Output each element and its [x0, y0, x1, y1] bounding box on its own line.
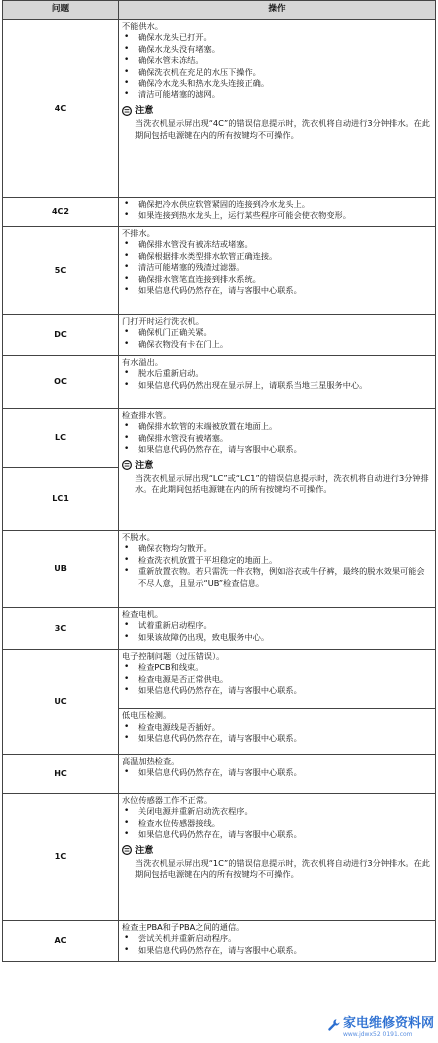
bullet-item: • 确保排水管没有被冻结或堵塞。 [122, 239, 432, 250]
action-cell [119, 531, 436, 608]
bullet-item: • 检查电源是否正常供电。 [122, 674, 432, 685]
table-row [3, 650, 436, 709]
table-header-row [3, 1, 436, 20]
action-cell [119, 315, 436, 356]
bullet-item: • 确保洗衣机在充足的水压下操作。 [122, 67, 432, 78]
bullet-item: • 确保排水软管的末端被放置在地面上。 [122, 421, 432, 432]
bullet-item: • 如果该故障仍出现，致电服务中心。 [122, 632, 432, 643]
note-text: 当洗衣机显示屏出现“LC”或“LC1”的错误信息提示时，洗衣机将自动进行3分钟排水。在此期间包括电源键在内的所有按键均不可操作。 [135, 473, 429, 495]
bullet-item: • 清洁可能堵塞的残渣过滤器。 [122, 262, 432, 273]
action-lead: 水位传感器工作不正常。 [122, 795, 213, 805]
error-code: LC [3, 409, 119, 468]
bullet-item: • 如果信息代码仍然存在，请与客服中心联系。 [122, 733, 432, 744]
bullet-item: • 如果信息代码仍然存在，请与客服中心联系。 [122, 285, 432, 296]
action-lead: 电子控制问题（过压错误）。 [122, 651, 225, 661]
bullet-item: • 清洁可能堵塞的滤网。 [122, 89, 432, 100]
error-code: LC1 [3, 468, 119, 531]
action-lead: 不脱水。 [122, 532, 155, 542]
bullet-item: • 如果信息代码仍然出现在显示屏上，请联系当地三星服务中心。 [122, 380, 432, 391]
note-label: 注意 [135, 844, 154, 856]
table-row [3, 608, 436, 650]
watermark-text: 家电维修资料网 [342, 1016, 434, 1031]
error-code: DC [3, 315, 119, 356]
action-cell [119, 409, 436, 531]
bullet-item: • 检查洗衣机放置于平坦稳定的地面上。 [122, 555, 432, 566]
bullet-item: • 确保冷水龙头和热水龙头连接正确。 [122, 78, 432, 89]
action-cell [119, 356, 436, 409]
bullet-item: • 确保水龙头已打开。 [122, 32, 432, 43]
watermark [325, 1011, 436, 1039]
table-row [3, 227, 436, 315]
bullet-item: • 尝试关机并重新启动程序。 [122, 933, 432, 944]
bullet-item: • 如果信息代码仍然存在，请与客服中心联系。 [122, 444, 432, 455]
error-code-table [2, 0, 436, 962]
table-row [3, 921, 436, 962]
action-cell [119, 755, 436, 794]
error-code: 3C [3, 608, 119, 650]
bullet-item: • 如果信息代码仍然存在，请与客服中心联系。 [122, 685, 432, 696]
bullet-item: • 脱水后重新启动。 [122, 368, 432, 379]
bullet-item: • 如果信息代码仍然存在，请与客服中心联系。 [122, 767, 432, 778]
error-code: UC [3, 650, 119, 755]
action-cell [119, 20, 436, 198]
note-icon [122, 106, 132, 116]
error-code: 5C [3, 227, 119, 315]
action-lead: 有水溢出。 [122, 357, 163, 367]
error-code: AC [3, 921, 119, 962]
bullet-item: • 检查电源线是否插好。 [122, 722, 432, 733]
action-lead: 检查主PBA和子PBA之间的通信。 [122, 922, 245, 932]
bullet-item: • 试着重新启动程序。 [122, 620, 432, 631]
bullet-item: • 检查PCB和线束。 [122, 662, 432, 673]
error-code: 4C2 [3, 198, 119, 227]
action-lead: 检查电机。 [122, 609, 163, 619]
table-row [3, 409, 436, 468]
action-lead: 高温加热检查。 [122, 756, 180, 766]
bullet-item: • 确保机门正确关紧。 [122, 327, 432, 338]
bullet-item: • 检查水位传感器接线。 [122, 818, 432, 829]
note-heading [122, 105, 432, 116]
table-row [3, 198, 436, 227]
action-cell [119, 608, 436, 650]
note-text: 当洗衣机显示屏出现“1C”的错误信息提示时，洗衣机将自动进行3分钟排水。在此期间包括电源键在内的所有按键均不可操作。 [135, 858, 430, 880]
bullet-item: • 确保把冷水供应软管紧固的连接到冷水龙头上。 [122, 199, 432, 210]
wrench-icon [327, 1018, 341, 1032]
action-lead: 门打开时运行洗衣机。 [122, 316, 204, 326]
bullet-item: • 确保衣物均匀散开。 [122, 543, 432, 554]
watermark-url: www.jdwx52 0191.com [342, 1031, 413, 1038]
action-cell [119, 650, 436, 709]
bullet-item: • 确保根据排水类型排水软管正确连接。 [122, 251, 432, 262]
action-lead: 低电压检测。 [122, 710, 172, 721]
bullet-item: • 如果信息代码仍然存在，请与客服中心联系。 [122, 829, 432, 840]
header-problem: 问题 [3, 1, 119, 20]
error-code: UB [3, 531, 119, 608]
error-code: OC [3, 356, 119, 409]
note-text: 当洗衣机显示屏出现“4C”的错误信息提示时，洗衣机将自动进行3分钟排水。在此期间包括电源键在内的所有按键均不可操作。 [135, 118, 430, 140]
note-icon [122, 460, 132, 470]
action-cell [119, 794, 436, 921]
table-row [3, 315, 436, 356]
table-row [3, 20, 436, 198]
note-heading [122, 845, 432, 856]
error-code: HC [3, 755, 119, 794]
action-cell [119, 921, 436, 962]
note-heading [122, 460, 432, 471]
action-cell [119, 198, 436, 227]
bullet-item: • 确保水管未冻结。 [122, 55, 432, 66]
action-cell [119, 227, 436, 315]
note-label: 注意 [135, 104, 154, 116]
table-row [3, 531, 436, 608]
bullet-item: • 确保水龙头没有堵塞。 [122, 44, 432, 55]
bullet-item: • 如果连接到热水龙头上，运行某些程序可能会使衣物变形。 [122, 210, 432, 221]
bullet-item: • 确保排水管笔直连接到排水系统。 [122, 274, 432, 285]
action-lead: 检查排水管。 [122, 410, 172, 420]
bullet-item: • 如果信息代码仍然存在，请与客服中心联系。 [122, 945, 432, 956]
table-row [3, 794, 436, 921]
error-code: 1C [3, 794, 119, 921]
action-cell [119, 709, 436, 755]
action-lead: 不排水。 [122, 228, 155, 238]
action-lead: 不能供水。 [122, 21, 163, 31]
note-label: 注意 [135, 459, 154, 471]
bullet-item: • 确保衣物没有卡在门上。 [122, 339, 432, 350]
bullet-item: • 关闭电源并重新启动洗衣程序。 [122, 806, 432, 817]
bullet-item: • 确保排水管没有被堵塞。 [122, 433, 432, 444]
table-row [3, 755, 436, 794]
bullet-item: • 重新放置衣物。若只需洗一件衣物，例如浴衣或牛仔裤，最终的脱水效果可能会不尽人意，且显示“UB”检查信息。 [122, 566, 432, 589]
header-action: 操作 [119, 1, 436, 20]
table-row [3, 356, 436, 409]
note-icon [122, 845, 132, 855]
error-code: 4C [3, 20, 119, 198]
